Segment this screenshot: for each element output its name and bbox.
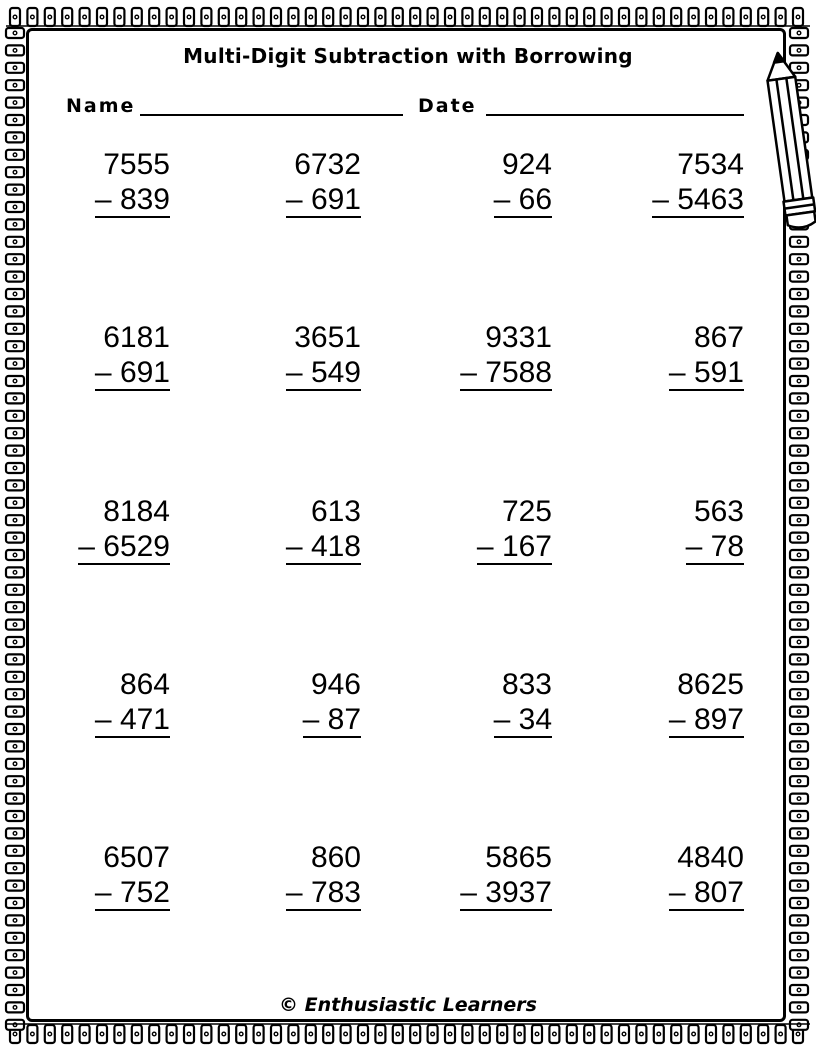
minuend: 864 xyxy=(119,668,170,701)
worksheet-title: Multi-Digit Subtraction with Borrowing xyxy=(183,44,633,68)
minuend: 5865 xyxy=(485,841,552,874)
problem xyxy=(95,667,170,738)
subtrahend: – 549 xyxy=(285,356,361,389)
subtrahend: – 783 xyxy=(285,876,361,909)
minuend: 867 xyxy=(693,321,744,354)
problem xyxy=(669,320,744,391)
minuend: 860 xyxy=(310,841,361,874)
subtrahend: – 691 xyxy=(285,183,361,216)
problem xyxy=(460,320,552,391)
subtrahend: – 167 xyxy=(476,530,552,563)
minuend: 8184 xyxy=(103,495,170,528)
problem xyxy=(652,147,744,218)
subtrahend: – 34 xyxy=(493,703,552,736)
minuend: 924 xyxy=(501,148,552,181)
problem xyxy=(494,667,552,738)
subtrahend: – 752 xyxy=(94,876,170,909)
problem xyxy=(477,494,552,565)
minuend: 4840 xyxy=(677,841,744,874)
subtrahend: – 5463 xyxy=(652,183,744,216)
subtrahend: – 418 xyxy=(285,530,361,563)
subtrahend: – 897 xyxy=(668,703,744,736)
problem xyxy=(95,147,170,218)
minuend: 725 xyxy=(501,495,552,528)
subtrahend: – 87 xyxy=(302,703,361,736)
minuend: 7534 xyxy=(677,148,744,181)
minuend: 6732 xyxy=(294,148,361,181)
subtrahend: – 7588 xyxy=(460,356,552,389)
minuend: 833 xyxy=(501,668,552,701)
copyright-footer: © Enthusiastic Learners xyxy=(279,994,537,1016)
problem xyxy=(286,320,361,391)
problem xyxy=(286,147,361,218)
problem xyxy=(286,494,361,565)
minuend: 613 xyxy=(310,495,361,528)
minuend: 9331 xyxy=(485,321,552,354)
subtrahend: – 6529 xyxy=(78,530,170,563)
minuend: 8625 xyxy=(677,668,744,701)
problem xyxy=(286,840,361,911)
subtrahend: – 471 xyxy=(94,703,170,736)
subtrahend: – 66 xyxy=(493,183,552,216)
problem xyxy=(686,494,744,565)
problem xyxy=(95,840,170,911)
problem xyxy=(669,840,744,911)
name-line[interactable] xyxy=(140,114,403,116)
minuend: 6507 xyxy=(103,841,170,874)
minuend: 6181 xyxy=(103,321,170,354)
problem xyxy=(460,840,552,911)
subtrahend: – 3937 xyxy=(460,876,552,909)
date-line[interactable] xyxy=(486,114,744,116)
subtrahend: – 807 xyxy=(668,876,744,909)
problem xyxy=(494,147,552,218)
subtrahend: – 691 xyxy=(94,356,170,389)
minuend: 7555 xyxy=(103,148,170,181)
date-label: Date xyxy=(418,95,477,117)
subtrahend: – 78 xyxy=(685,530,744,563)
minuend: 946 xyxy=(310,668,361,701)
pencil-icon xyxy=(766,48,816,233)
name-label: Name xyxy=(66,95,136,117)
problem xyxy=(95,320,170,391)
problem xyxy=(303,667,361,738)
problem xyxy=(669,667,744,738)
minuend: 3651 xyxy=(294,321,361,354)
subtrahend: – 591 xyxy=(668,356,744,389)
subtrahend: – 839 xyxy=(94,183,170,216)
minuend: 563 xyxy=(693,495,744,528)
problem xyxy=(78,494,170,565)
